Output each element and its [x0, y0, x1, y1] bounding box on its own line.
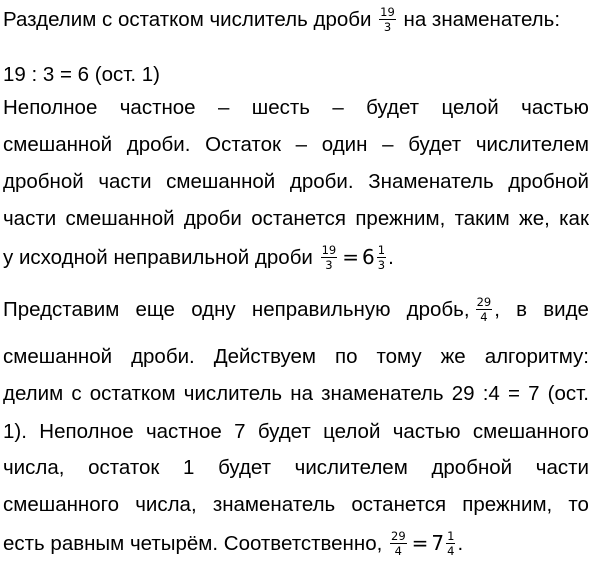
fraction-1-3: $\frac{1}{3}$ — [377, 243, 386, 273]
word: смешанной — [3, 345, 113, 368]
fraction-19-3: $\frac{19}{3}$ — [380, 5, 395, 34]
word: останется — [351, 493, 447, 516]
word: числа, — [3, 456, 65, 479]
para2-line — [3, 170, 589, 194]
word: дробной — [3, 170, 84, 193]
para3-line — [3, 420, 589, 444]
fraction-19-3: $\frac{19}{3}$ — [321, 243, 337, 273]
word: же — [440, 345, 466, 368]
word: смешанного — [3, 493, 120, 516]
word: один — [321, 133, 368, 156]
mixed-whole: 7 — [431, 531, 445, 555]
word: остатком — [89, 382, 176, 405]
word: числитель — [183, 382, 283, 405]
word: смешанного — [472, 420, 589, 443]
word: смешанной — [166, 170, 276, 193]
word: целой — [323, 420, 381, 443]
word: частное — [145, 420, 222, 443]
word: тому — [376, 345, 422, 368]
word: 29 — [451, 382, 475, 405]
word: же, — [519, 207, 550, 230]
intro-text: Разделим с остатком числитель дроби — [3, 7, 372, 31]
word: части — [535, 456, 589, 479]
mixed-whole: 6 — [362, 245, 375, 269]
word: Неполное — [3, 96, 98, 119]
word: 7 — [528, 382, 540, 405]
para3-line — [3, 382, 589, 406]
word: останется — [251, 207, 346, 230]
para3-last-line: есть равным четырём. Соответственно, $\frac{29}{4}$ = 7 $\frac{1}{4}$ . — [3, 529, 464, 559]
word: прежним, — [462, 493, 553, 516]
word: на — [290, 382, 313, 405]
word: Неполное — [39, 420, 134, 443]
word: частью — [521, 96, 589, 119]
para3-line — [3, 345, 589, 369]
word: Остаток — [205, 133, 281, 156]
word: смешанной — [3, 133, 113, 156]
word: то — [568, 493, 589, 516]
word: прежним, — [355, 207, 446, 230]
para3-line — [3, 456, 589, 480]
word: – — [382, 133, 394, 156]
word: 1 — [183, 456, 195, 479]
word: числителем — [475, 133, 589, 156]
word: части — [98, 170, 152, 193]
word: дроби. — [289, 170, 354, 193]
equals-sign: = — [342, 245, 359, 269]
word: – — [332, 96, 344, 119]
word: будет — [218, 456, 272, 479]
fraction-1-4: $\frac{1}{4}$ — [447, 529, 455, 559]
word: части — [3, 207, 57, 230]
equals-sign: = — [411, 531, 429, 555]
word: 1). — [3, 420, 27, 443]
para3-first-line: Представим еще одну неправильную дробь, $\frac{29}{4}$ , в виде — [3, 295, 589, 324]
word: :4 — [482, 382, 500, 405]
para2-line — [3, 133, 589, 157]
word: алгоритму: — [484, 345, 589, 368]
word: Знаменатель — [368, 170, 494, 193]
word: дробной — [431, 456, 513, 479]
fraction-29-4: $\frac{29}{4}$ — [476, 295, 492, 324]
word: частью — [392, 420, 461, 443]
para3-line — [3, 493, 589, 517]
word: дроби. — [126, 133, 191, 156]
word: по — [335, 345, 358, 368]
word: – — [217, 96, 230, 119]
word: будет — [366, 96, 420, 119]
word: Действуем — [213, 345, 317, 368]
word: знаменатель — [212, 493, 336, 516]
word: смешанной — [65, 207, 175, 230]
word: знаменатель — [321, 382, 444, 405]
word: 7 — [234, 420, 246, 443]
word: = — [507, 382, 520, 405]
word: – — [295, 133, 308, 156]
word: частное — [119, 96, 196, 119]
word: целой — [441, 96, 499, 119]
intro-line — [3, 7, 589, 34]
word: числа, — [135, 493, 197, 516]
fraction-29-4: $\frac{29}{4}$ — [391, 529, 406, 559]
word: таким — [454, 207, 510, 230]
word: будет — [408, 133, 462, 156]
word: делим — [3, 382, 64, 405]
word: будет — [257, 420, 311, 443]
para2-line — [3, 96, 589, 120]
word: остаток — [88, 456, 160, 479]
division-equation: 19 : 3 = 6 (ост. 1) — [3, 63, 160, 86]
word: с — [71, 382, 82, 405]
word: как — [559, 207, 589, 230]
word: дробной — [508, 170, 589, 193]
word: числителем — [294, 456, 408, 479]
para2-last-line: у исходной неправильной дроби $\frac{19}{3}$ = 6 $\frac{1}{3}$ . — [3, 243, 394, 273]
word: шесть — [251, 96, 310, 119]
para2-line — [3, 207, 589, 231]
word: дроби — [183, 207, 242, 230]
word: (ост. — [547, 382, 589, 405]
word: дроби. — [131, 345, 195, 368]
intro-suffix: на знаменатель: — [403, 7, 561, 31]
